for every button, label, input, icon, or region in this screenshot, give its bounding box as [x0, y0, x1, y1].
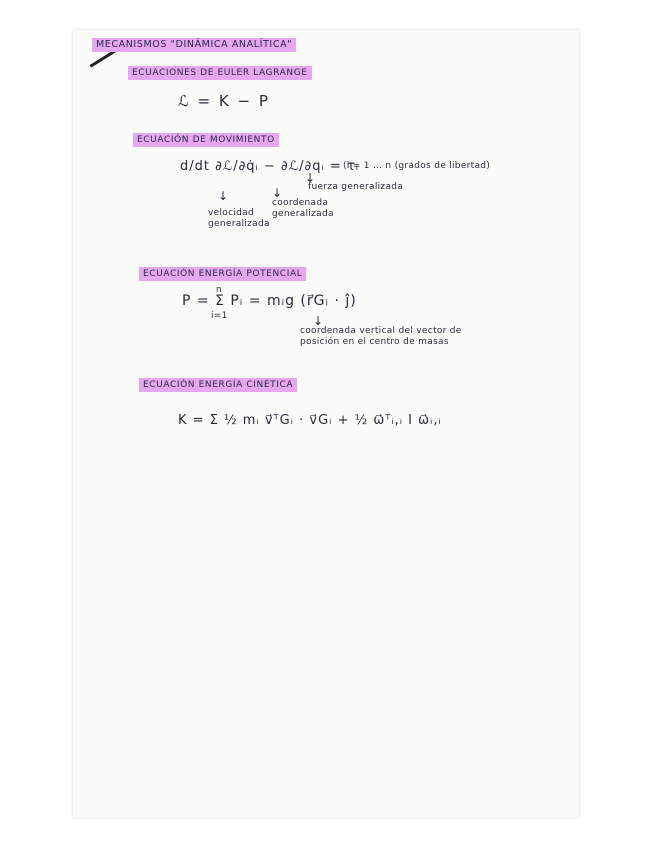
- potential-note: coordenada vertical del vector de posición en el centro de masas: [300, 326, 462, 347]
- movement-heading: ECUACIÓN DE MOVIMIENTO: [133, 133, 279, 147]
- kinetic-heading: ECUACIÓN ENERGÍA CINÉTICA: [139, 378, 297, 392]
- velocity-arrow: ↓: [218, 189, 229, 203]
- potential-equation: P = Σ Pᵢ = mᵢg (r⃗Gᵢ · ĵ): [182, 293, 357, 309]
- lagrangian-equation: ℒ = K − P: [178, 92, 270, 110]
- movement-equation: d/dt ∂ℒ/∂q̇ᵢ − ∂ℒ/∂qᵢ = τᵢ: [180, 159, 360, 174]
- force-note: fuerza generalizada: [308, 182, 404, 192]
- coord-arrow: ↓: [272, 186, 283, 200]
- velocity-note: velocidad generalizada: [208, 208, 270, 229]
- sum-top-limit: n: [216, 285, 223, 295]
- potential-arrow: ↓: [313, 314, 324, 328]
- force-arrow: ↓: [305, 171, 316, 185]
- sum-bottom-limit: i=1: [211, 311, 228, 321]
- page-title: MECANISMOS "DINÁMICA ANALÍTICA": [92, 38, 296, 52]
- coord-note: coordenada generalizada: [272, 198, 334, 219]
- euler-lagrange-heading: ECUACIONES DE EULER LAGRANGE: [128, 66, 312, 80]
- potential-heading: ECUACIÓN ENERGÍA POTENCIAL: [139, 267, 306, 281]
- kinetic-equation: K = Σ ½ mᵢ v⃗ᵀGᵢ · v⃗Gᵢ + ½ ω⃗ᵀᵢ,ᵢ I ω⃗ᵢ,ᵢ: [178, 413, 442, 428]
- range-note: (i = 1 … n (grados de libertad): [343, 161, 491, 171]
